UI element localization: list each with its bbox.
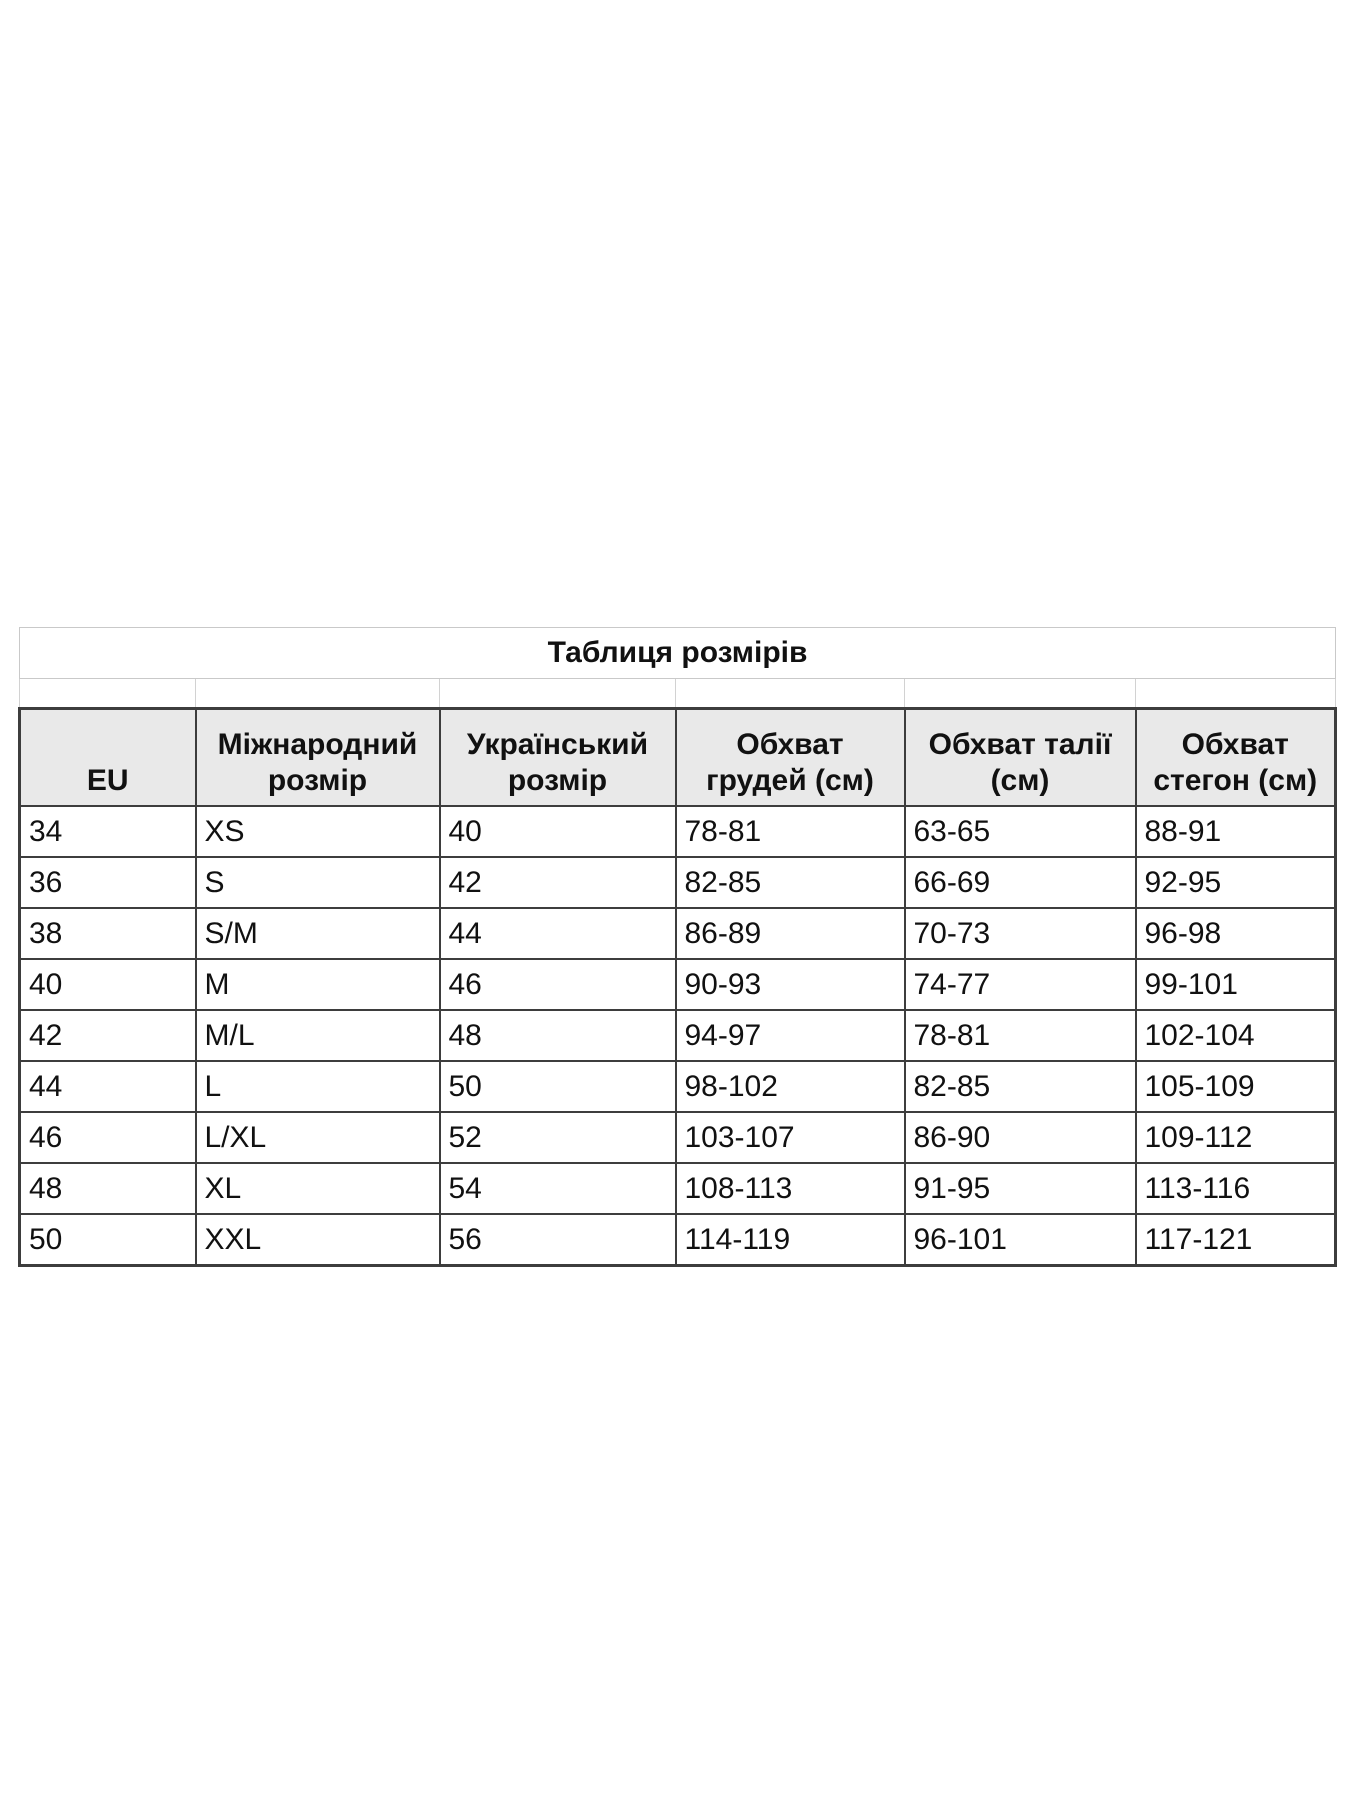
header-line: Обхват [1181, 728, 1289, 762]
cell-international-size: XXL [196, 1214, 440, 1266]
header-line: розмір [267, 763, 368, 797]
cell-ukrainian-size: 42 [440, 857, 676, 908]
cell-waist: 66-69 [905, 857, 1136, 908]
header-line: Міжнародний [217, 728, 418, 762]
table-row [20, 959, 1336, 1010]
cell-international-size: S [196, 857, 440, 908]
spacer-row [20, 679, 1336, 709]
cell-ukrainian-size: 48 [440, 1010, 676, 1061]
cell-ukrainian-size: 40 [440, 806, 676, 857]
cell-eu: 46 [20, 1112, 196, 1163]
header-row [20, 709, 1336, 807]
table-row [20, 1061, 1336, 1112]
cell-hips: 92-95 [1136, 857, 1336, 908]
cell-eu: 36 [20, 857, 196, 908]
cell-ukrainian-size: 44 [440, 908, 676, 959]
title-row [20, 628, 1336, 679]
cell-waist: 70-73 [905, 908, 1136, 959]
cell-ukrainian-size: 54 [440, 1163, 676, 1214]
header-line: стегон (см) [1153, 763, 1318, 797]
cell-eu: 48 [20, 1163, 196, 1214]
cell-eu: 50 [20, 1214, 196, 1266]
table-row [20, 1112, 1336, 1163]
header-line: Український [466, 728, 649, 762]
cell-chest: 103-107 [676, 1112, 905, 1163]
table-row [20, 908, 1336, 959]
size-chart-table [18, 627, 1337, 1267]
table-title: Таблиця розмірів [20, 628, 1336, 679]
cell-eu: 40 [20, 959, 196, 1010]
column-header-waist [905, 709, 1136, 807]
spacer-cell [676, 679, 905, 709]
header-line: розмір [507, 763, 608, 797]
header-line: EU [86, 763, 129, 797]
cell-hips: 102-104 [1136, 1010, 1336, 1061]
cell-eu: 38 [20, 908, 196, 959]
cell-international-size: S/M [196, 908, 440, 959]
cell-chest: 78-81 [676, 806, 905, 857]
cell-hips: 105-109 [1136, 1061, 1336, 1112]
cell-waist: 86-90 [905, 1112, 1136, 1163]
header-line: грудей (см) [706, 763, 874, 797]
cell-ukrainian-size: 50 [440, 1061, 676, 1112]
cell-chest: 114-119 [676, 1214, 905, 1266]
cell-hips: 113-116 [1136, 1163, 1336, 1214]
cell-waist: 63-65 [905, 806, 1136, 857]
cell-eu: 44 [20, 1061, 196, 1112]
column-header-ukrainian-size [440, 709, 676, 807]
spacer-cell [20, 679, 196, 709]
cell-international-size: XL [196, 1163, 440, 1214]
cell-hips: 99-101 [1136, 959, 1336, 1010]
table-row [20, 857, 1336, 908]
cell-chest: 108-113 [676, 1163, 905, 1214]
spacer-cell [196, 679, 440, 709]
cell-eu: 34 [20, 806, 196, 857]
header-line: Обхват [736, 728, 844, 762]
cell-waist: 96-101 [905, 1214, 1136, 1266]
cell-chest: 86-89 [676, 908, 905, 959]
cell-eu: 42 [20, 1010, 196, 1061]
cell-waist: 78-81 [905, 1010, 1136, 1061]
cell-waist: 74-77 [905, 959, 1136, 1010]
header-line: (см) [990, 763, 1050, 797]
cell-ukrainian-size: 52 [440, 1112, 676, 1163]
column-header-chest [676, 709, 905, 807]
cell-chest: 82-85 [676, 857, 905, 908]
cell-ukrainian-size: 56 [440, 1214, 676, 1266]
cell-international-size: XS [196, 806, 440, 857]
column-header-eu [20, 709, 196, 807]
table-row [20, 806, 1336, 857]
spacer-cell [905, 679, 1136, 709]
cell-ukrainian-size: 46 [440, 959, 676, 1010]
spacer-cell [440, 679, 676, 709]
cell-chest: 90-93 [676, 959, 905, 1010]
header-line: Обхват талії [928, 728, 1112, 762]
cell-chest: 98-102 [676, 1061, 905, 1112]
table-row [20, 1214, 1336, 1266]
cell-waist: 91-95 [905, 1163, 1136, 1214]
column-header-international-size [196, 709, 440, 807]
cell-international-size: L [196, 1061, 440, 1112]
table-row [20, 1010, 1336, 1061]
table-row [20, 1163, 1336, 1214]
spacer-cell [1136, 679, 1336, 709]
cell-hips: 117-121 [1136, 1214, 1336, 1266]
cell-hips: 96-98 [1136, 908, 1336, 959]
cell-chest: 94-97 [676, 1010, 905, 1061]
cell-international-size: M [196, 959, 440, 1010]
cell-hips: 88-91 [1136, 806, 1336, 857]
column-header-hips [1136, 709, 1336, 807]
cell-hips: 109-112 [1136, 1112, 1336, 1163]
cell-international-size: M/L [196, 1010, 440, 1061]
cell-waist: 82-85 [905, 1061, 1136, 1112]
cell-international-size: L/XL [196, 1112, 440, 1163]
